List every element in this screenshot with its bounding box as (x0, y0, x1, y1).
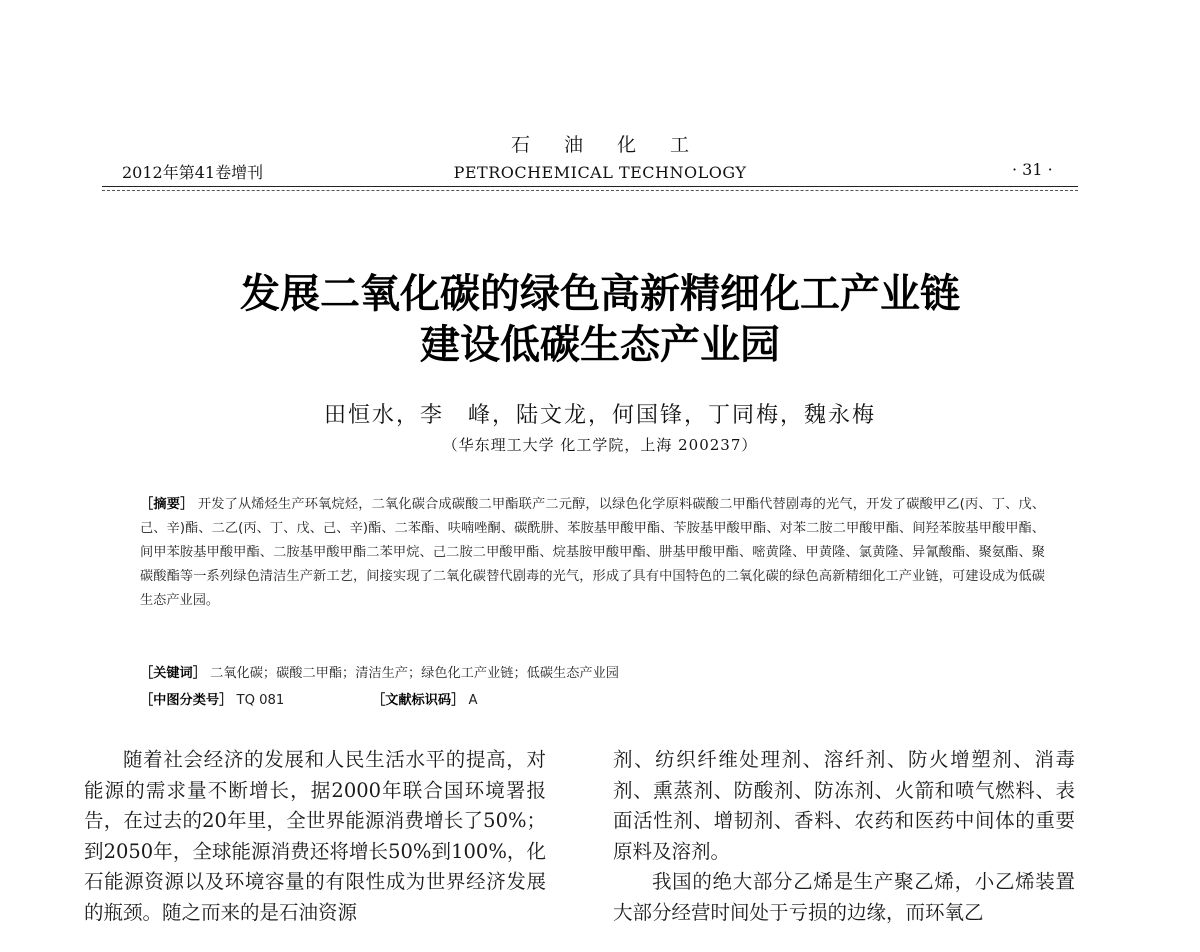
keywords-label: ［关键词］ (140, 666, 206, 681)
classification (140, 689, 284, 708)
document-code-value: A (468, 693, 478, 708)
page-number: · 31 · (1012, 160, 1053, 179)
affiliation: （华东理工大学 化工学院，上海 200237） (442, 436, 758, 454)
authors: 田恒水，李 峰，陆文龙，何国锋，丁同梅，魏永梅 (323, 403, 876, 428)
journal-name-en: PETROCHEMICAL TECHNOLOGY (453, 163, 747, 182)
body-paragraph: 剂、纺织纤维处理剂、溶纤剂、防火增塑剂、消毒剂、熏蒸剂、防酸剂、防冻剂、火箭和喷气燃料、表面活性剂、增韧剂、香料、农药和医药中间体的重要原料及溶剂。 (613, 748, 1075, 863)
body-right-column (613, 745, 1075, 928)
body-paragraph: 我国的绝大部分乙烯是生产聚乙烯，小乙烯装置大部分经营时间处于亏损的边缘，而环氧乙 (613, 870, 1075, 924)
paper-title-line-2: 建设低碳生态产业园 (420, 322, 780, 368)
abstract-text: 开发了从烯烃生产环氧烷烃，二氧化碳合成碳酸二甲酯联产二元醇，以绿色化学原料碳酸二甲酯代替剧毒的光气，开发了碳酸甲乙(丙、丁、戊、己、辛)酯、二乙(丙、丁、戊、己、辛)酯、二苯酯、呋喃唑酮、碳酰肼、苯胺基甲酸甲酯、苄胺基甲酸甲酯、对苯二胺二甲酸甲酯、间羟苯胺基甲酸甲酯、间甲苯胺基甲酸甲酯、二胺基甲酸甲酯二苯甲烷、己二胺二甲酸甲酯、烷基胺甲酸甲酯、肼基甲酸甲酯、嘧黄隆、甲黄隆、氯黄隆、异氰酸酯、聚氨酯、聚碳酸酯等一系列绿色清洁生产新工艺，间接实现了二氧化碳替代剧毒的光气，形成了具有中国特色的二氧化碳的绿色高新精细化工产业链，可建设成为低碳生态产业园。 (140, 497, 1045, 608)
header-rule (102, 186, 1078, 187)
journal-name-cn: 石油化工 (510, 134, 723, 156)
keywords-text: 二氧化碳；碳酸二甲酯；清洁生产；绿色化工产业链；低碳生态产业园 (210, 666, 619, 681)
abstract (140, 493, 1045, 613)
paper-title-line-1: 发展二氧化碳的绿色高新精细化工产业链 (240, 271, 960, 317)
document-code (372, 689, 478, 708)
classification-label: ［中图分类号］ (140, 693, 233, 708)
classification-value: TQ 081 (236, 693, 285, 708)
keywords (140, 662, 619, 681)
abstract-label: ［摘要］ (140, 497, 194, 512)
running-header-left: 2012年第41卷增刊 (122, 163, 264, 182)
header-rule-dashed (102, 190, 1078, 191)
body-left-column (84, 745, 546, 928)
body-paragraph: 随着社会经济的发展和人民生活水平的提高，对能源的需求量不断增长，据2000年联合国环境署报告，在过去的20年里，全世界能源消费增长了50%；到2050年，全球能源消费还将增长50%到100%，化石能源资源以及环境容量的有限性成为世界经济发展的瓶颈。随之而来的是石油资源 (84, 748, 546, 924)
document-code-label: ［文献标识码］ (372, 693, 465, 708)
